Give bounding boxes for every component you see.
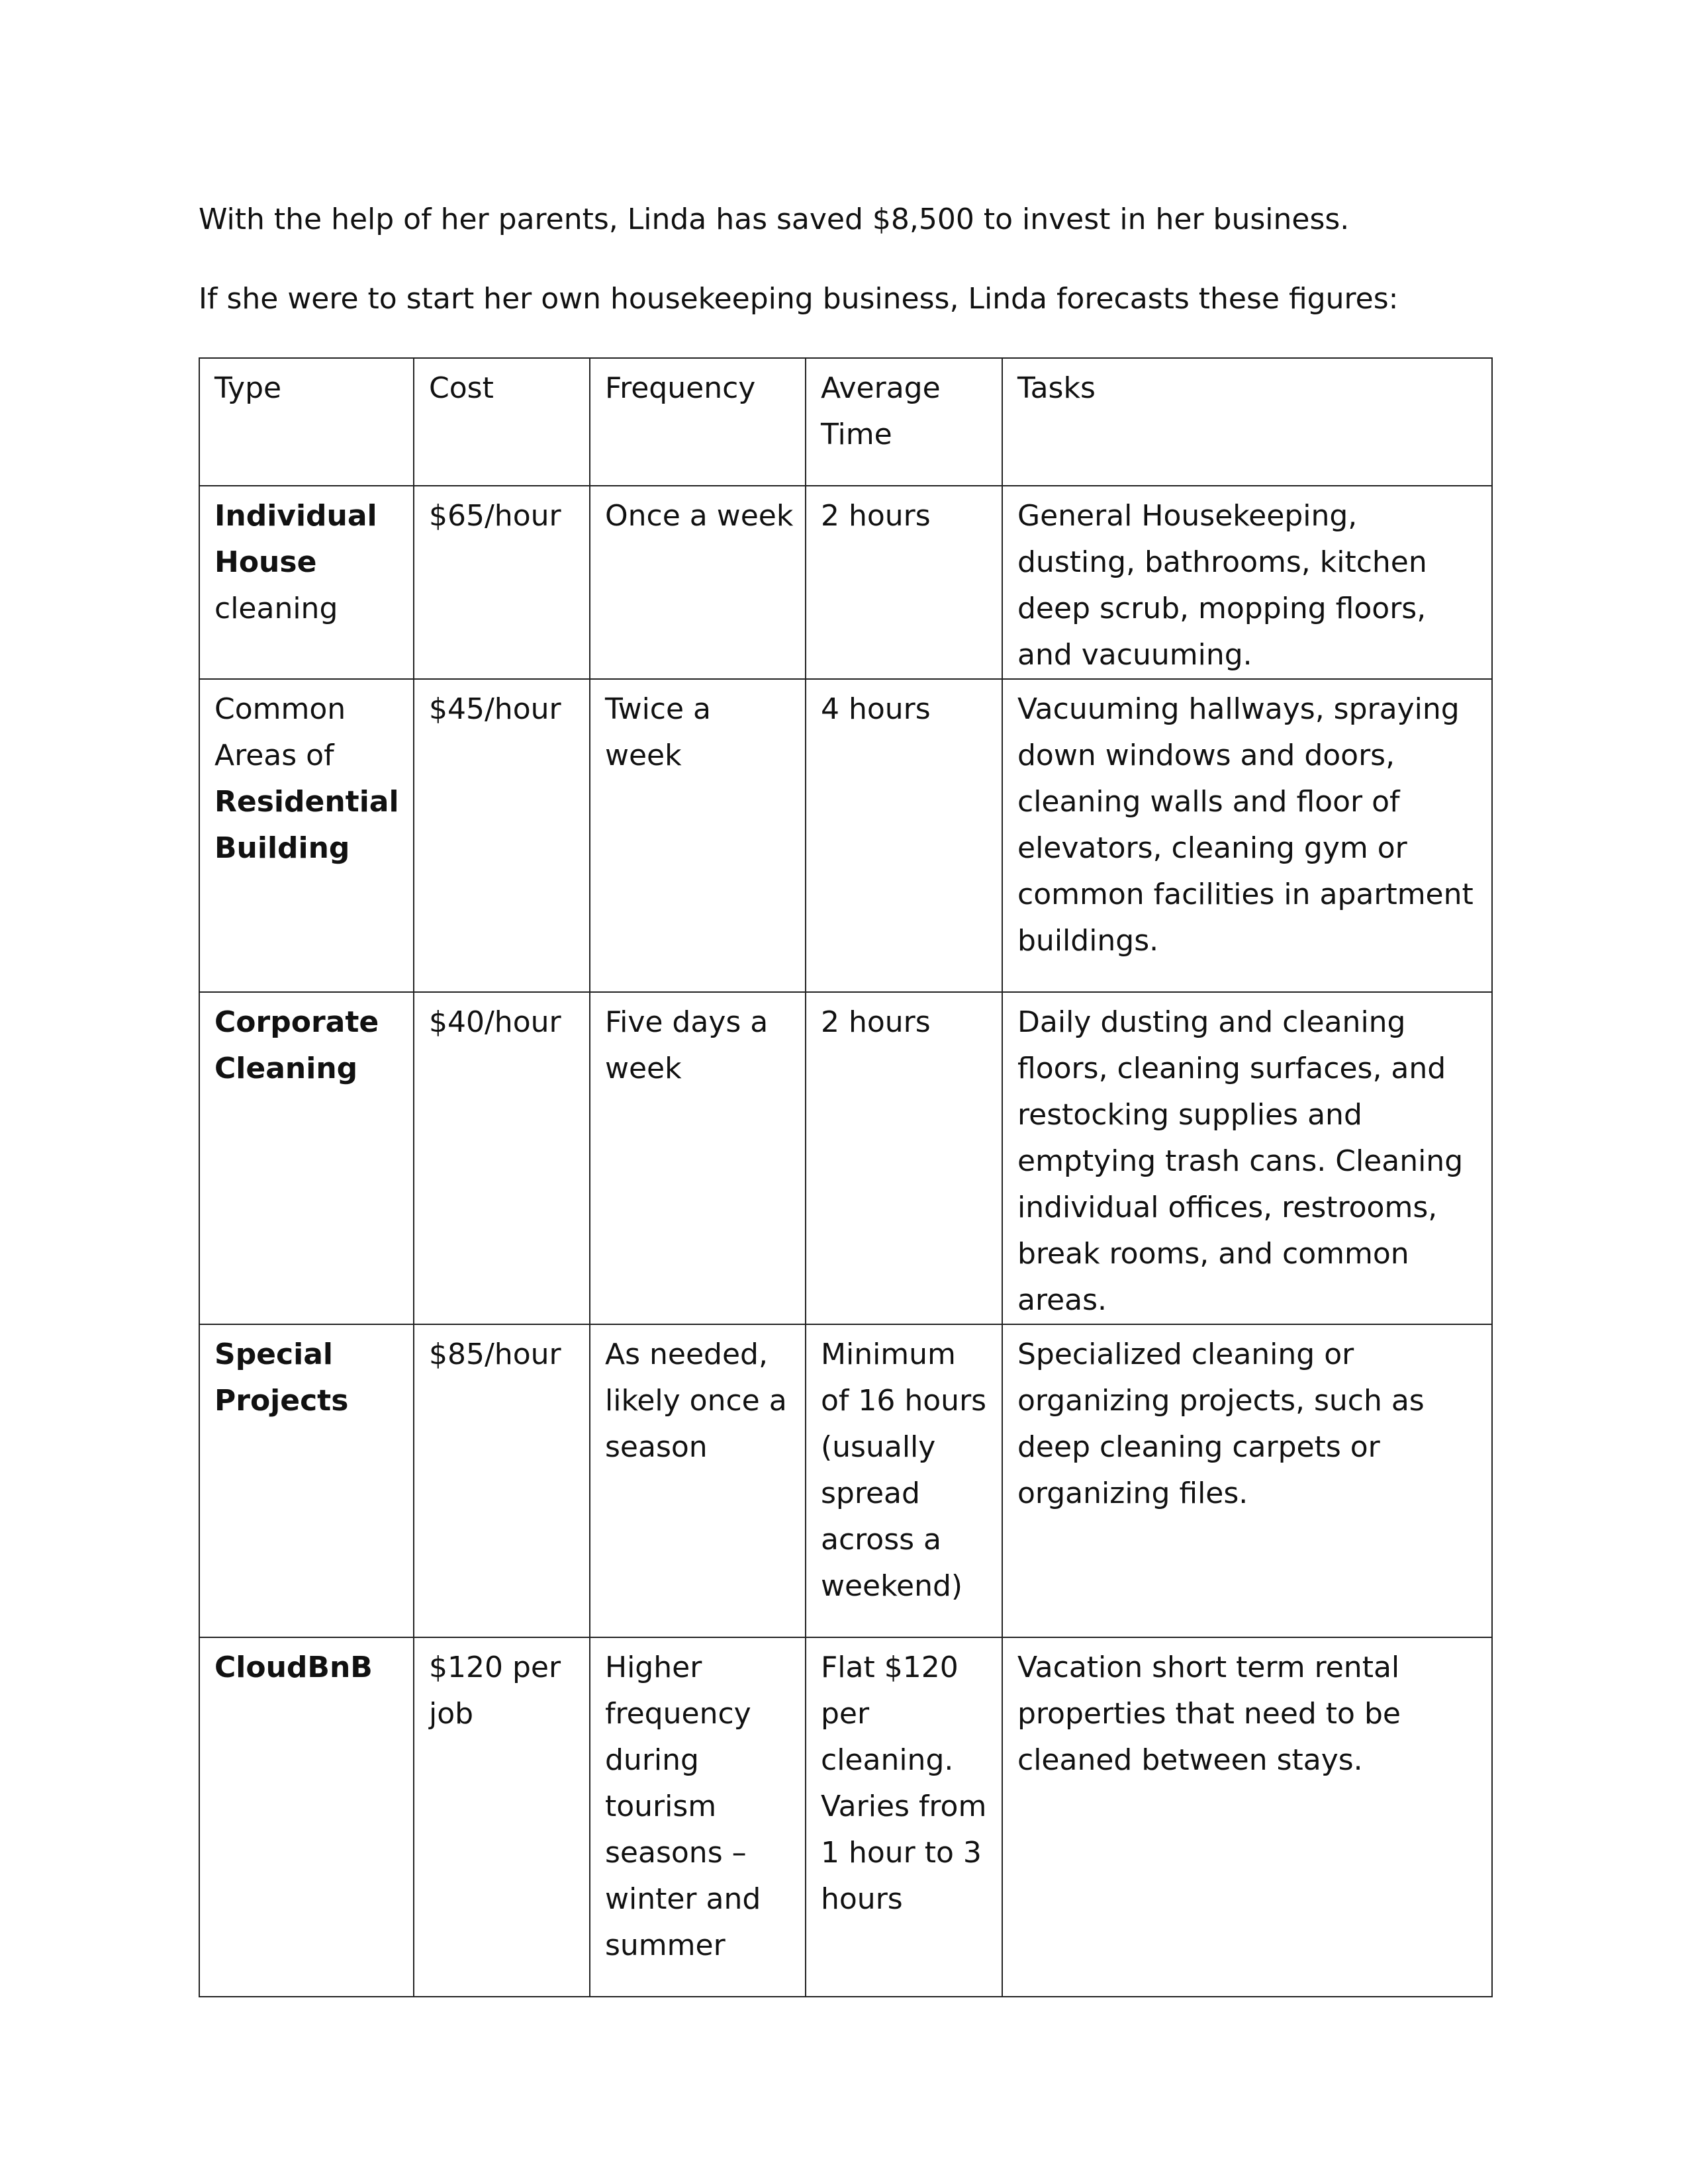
- header-average-time: Average Time: [806, 358, 1002, 486]
- cell-average-time: Minimum of 16 hours (usually spread across a weekend): [806, 1324, 1002, 1637]
- cell-frequency: Five days a week: [590, 992, 806, 1324]
- header-cost: Cost: [414, 358, 590, 486]
- cell-frequency: As needed, likely once a season: [590, 1324, 806, 1637]
- intro-savings-text: With the help of her parents, Linda has saved $8,500 to invest in her business.: [199, 203, 1350, 236]
- cell-frequency: Twice a week: [590, 679, 806, 992]
- header-frequency: Frequency: [590, 358, 806, 486]
- cell-type: [199, 486, 414, 679]
- table-row: [199, 486, 1492, 679]
- cell-frequency: Higher frequency during tourism seasons – winter and summer: [590, 1637, 806, 1997]
- cell-tasks: Vacuuming hallways, spraying down windows and doors, cleaning walls and floor of elevators, cleaning gym or common facilities in apartment buildings.: [1002, 679, 1492, 992]
- table-row: [199, 992, 1492, 1324]
- cell-average-time: Flat $120 per cleaning. Varies from 1 hour to 3 hours: [806, 1637, 1002, 1997]
- cell-tasks: Specialized cleaning or organizing projects, such as deep cleaning carpets or organizing files.: [1002, 1324, 1492, 1637]
- table-row: [199, 679, 1492, 992]
- forecast-table: [199, 357, 1493, 1997]
- table-row: [199, 1324, 1492, 1637]
- type-bold: Individual House: [214, 499, 377, 579]
- cell-cost: $120 per job: [414, 1637, 590, 1997]
- cell-cost: $65/hour: [414, 486, 590, 679]
- cell-cost: $85/hour: [414, 1324, 590, 1637]
- type-prefix: Common Areas of: [214, 692, 346, 772]
- cell-tasks: General Housekeeping, dusting, bathrooms, kitchen deep scrub, mopping floors, and vacuuming.: [1002, 486, 1492, 679]
- cell-type: [199, 679, 414, 992]
- cell-type: [199, 1637, 414, 1997]
- type-rest: cleaning: [214, 592, 338, 625]
- cell-tasks: Daily dusting and cleaning floors, cleaning surfaces, and restocking supplies and emptying trash cans. Cleaning individual offices, restrooms, break rooms, and common areas.: [1002, 992, 1492, 1324]
- cell-average-time: 4 hours: [806, 679, 1002, 992]
- header-type: Type: [199, 358, 414, 486]
- header-tasks: Tasks: [1002, 358, 1492, 486]
- table-header-row: [199, 358, 1492, 486]
- cell-frequency: Once a week: [590, 486, 806, 679]
- cell-type: [199, 1324, 414, 1637]
- type-bold: CloudBnB: [214, 1651, 373, 1684]
- cell-type: [199, 992, 414, 1324]
- cell-cost: $45/hour: [414, 679, 590, 992]
- cell-tasks: Vacation short term rental properties that need to be cleaned between stays.: [1002, 1637, 1492, 1997]
- table-row: [199, 1637, 1492, 1997]
- cell-cost: $40/hour: [414, 992, 590, 1324]
- type-bold: Corporate Cleaning: [214, 1005, 379, 1085]
- cell-average-time: 2 hours: [806, 486, 1002, 679]
- cell-average-time: 2 hours: [806, 992, 1002, 1324]
- type-bold: Residential Building: [214, 785, 399, 865]
- intro-forecast-text: If she were to start her own housekeeping business, Linda forecasts these figures:: [199, 282, 1399, 316]
- type-bold: Special Projects: [214, 1338, 349, 1418]
